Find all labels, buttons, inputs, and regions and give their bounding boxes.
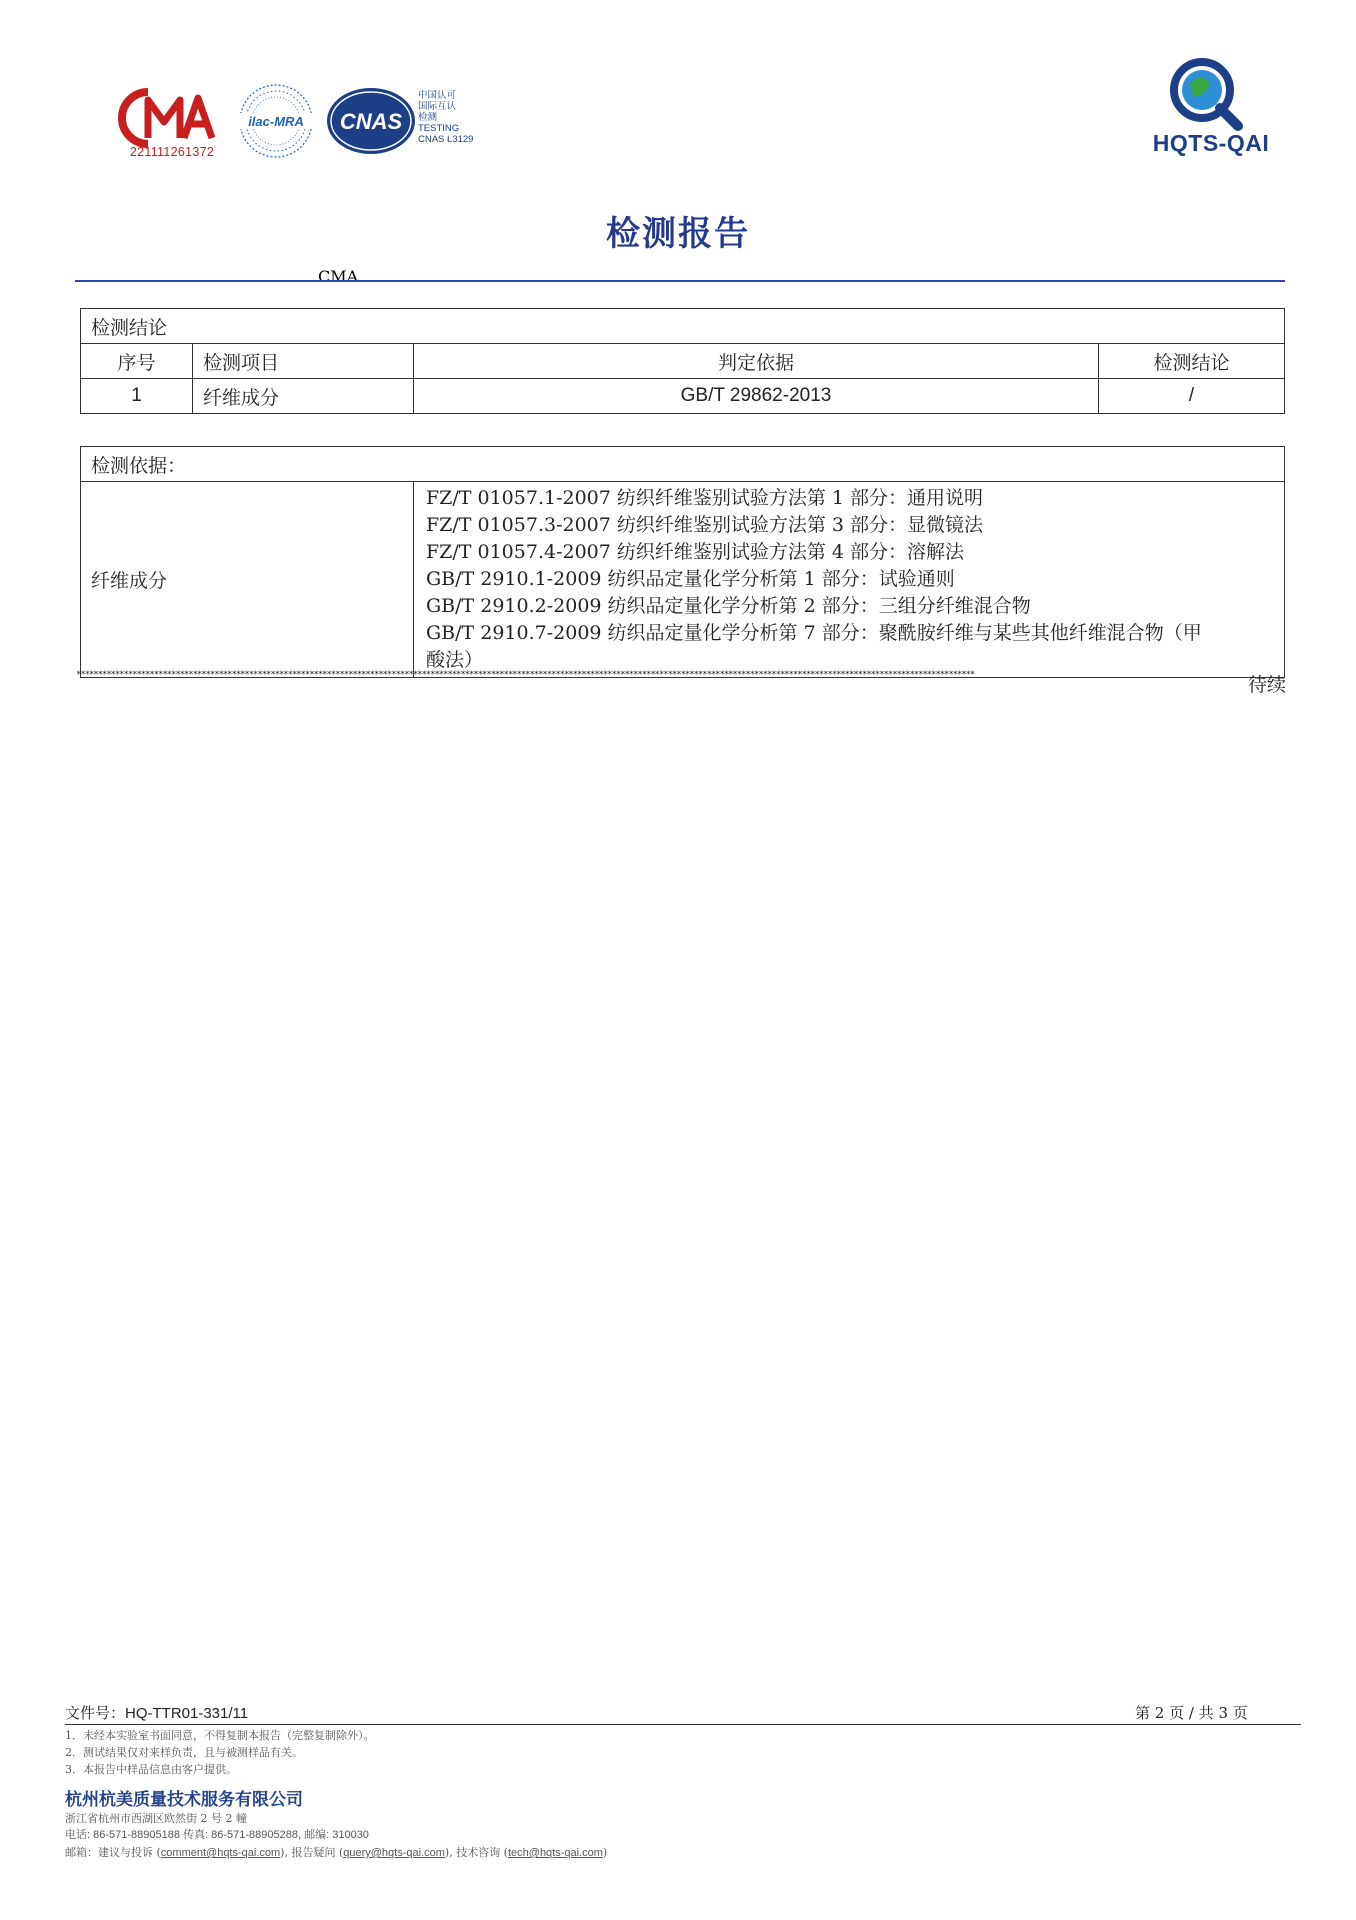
conclusion-table xyxy=(80,308,1285,414)
standard-entry: GB/T 2910.1-2009 纺织品定量化学分析第 1 部分：试验通则 xyxy=(426,568,955,590)
test-item: 纤维成分 xyxy=(193,379,414,414)
conclusion-caption: 检测结论 xyxy=(81,309,1285,344)
cnas-line: 中国认可 xyxy=(418,90,457,101)
ilac-logo-text: ilac-MRA xyxy=(248,114,304,129)
standard-entry: FZ/T 01057.3-2007 纺织纤维鉴别试验方法第 3 部分：显微镜法 xyxy=(426,514,984,536)
column-header: 检测项目 xyxy=(193,344,414,379)
company-contact xyxy=(65,1810,607,1862)
footer-note: 1．未经本实验室书面同意，不得复制本报告（完整复制除外）。 xyxy=(65,1729,375,1742)
mail-prefix: 邮箱：建议与投诉 ( xyxy=(65,1846,161,1859)
company-emails xyxy=(65,1844,607,1862)
mail-separator: ), 报告疑问 ( xyxy=(280,1846,344,1859)
cnas-logo-text: CNAS xyxy=(339,109,403,134)
basis-item: 纤维成分 xyxy=(81,482,414,678)
footer-note: 2．测试结果仅对来样负责，且与被测样品有关。 xyxy=(65,1746,303,1759)
continued-label: 待续 xyxy=(1248,674,1287,696)
standard-entry: 酸法） xyxy=(426,649,484,671)
tech-email-link[interactable]: tech@hqts-qai.com xyxy=(507,1847,603,1859)
cnas-line: 国际互认 xyxy=(418,101,457,112)
cnas-accreditation-text xyxy=(418,90,473,145)
test-result: / xyxy=(1099,379,1285,414)
company-phone: 电话: 86-571-88905188 传真: 86-571-88905288, 邮编: 310030 xyxy=(65,1829,369,1841)
standard-entry: GB/T 2910.2-2009 纺织品定量化学分析第 2 部分：三组分纤维混合物 xyxy=(426,595,1031,617)
footer-notes xyxy=(65,1727,375,1778)
footer-divider xyxy=(65,1724,1301,1725)
cnas-line: 检测 xyxy=(418,112,438,123)
company-logo-text: HQTS-QAI xyxy=(1152,130,1270,156)
table-caption-row xyxy=(81,309,1285,344)
query-email-link[interactable]: query@hqts-qai.com xyxy=(343,1847,445,1859)
standard-entry: FZ/T 01057.4-2007 纺织纤维鉴别试验方法第 4 部分：溶解法 xyxy=(426,541,965,563)
ilac-mra-logo xyxy=(237,82,315,160)
table-header-row xyxy=(81,344,1285,379)
cnas-line: TESTING xyxy=(418,123,460,134)
column-header: 检测结论 xyxy=(1099,344,1285,379)
table-row xyxy=(81,379,1285,414)
file-number: 文件号：HQ-TTR01-331/11 xyxy=(65,1705,249,1722)
cnas-line: CNAS L3129 xyxy=(418,134,474,145)
comment-email-link[interactable]: comment@hqts-qai.com xyxy=(160,1847,281,1859)
company-name: 杭州杭美质量技术服务有限公司 xyxy=(65,1790,303,1810)
hqts-globe-logo xyxy=(1168,56,1244,132)
mail-suffix: ) xyxy=(602,1846,608,1859)
company-address: 浙江省杭州市西湖区欧然街 2 号 2 幢 xyxy=(65,1812,247,1825)
cnas-logo xyxy=(325,86,417,156)
footer-note: 3．本报告中样品信息由客户提供。 xyxy=(65,1763,237,1776)
row-number: 1 xyxy=(81,379,193,414)
standard-entry: GB/T 2910.7-2009 纺织品定量化学分析第 7 部分：聚酰胺纤维与某些其他纤维混合物（甲 xyxy=(426,622,1202,644)
standards-list xyxy=(414,482,1285,678)
mail-separator: ), 技术咨询 ( xyxy=(444,1846,508,1859)
cma-number: 221111261372 xyxy=(129,145,215,159)
basis-caption: 检测依据： xyxy=(81,447,1285,482)
title-divider xyxy=(75,280,1285,282)
column-header: 序号 xyxy=(81,344,193,379)
page-title: 检测报告 xyxy=(606,214,750,254)
column-header: 判定依据 xyxy=(414,344,1099,379)
page-number: 第 2 页 / 共 3 页 xyxy=(1135,1704,1248,1722)
judgement-basis: GB/T 29862-2013 xyxy=(414,379,1099,414)
cma-logo-text: CMA xyxy=(318,267,359,286)
standard-entry: FZ/T 01057.1-2007 纺织纤维鉴别试验方法第 1 部分：通用说明 xyxy=(426,487,984,509)
table-row xyxy=(81,482,1285,678)
star-separator: **************************************************************************************************************************************************************************************************************** xyxy=(76,670,975,680)
test-basis-table xyxy=(80,446,1285,678)
table-caption-row xyxy=(81,447,1285,482)
